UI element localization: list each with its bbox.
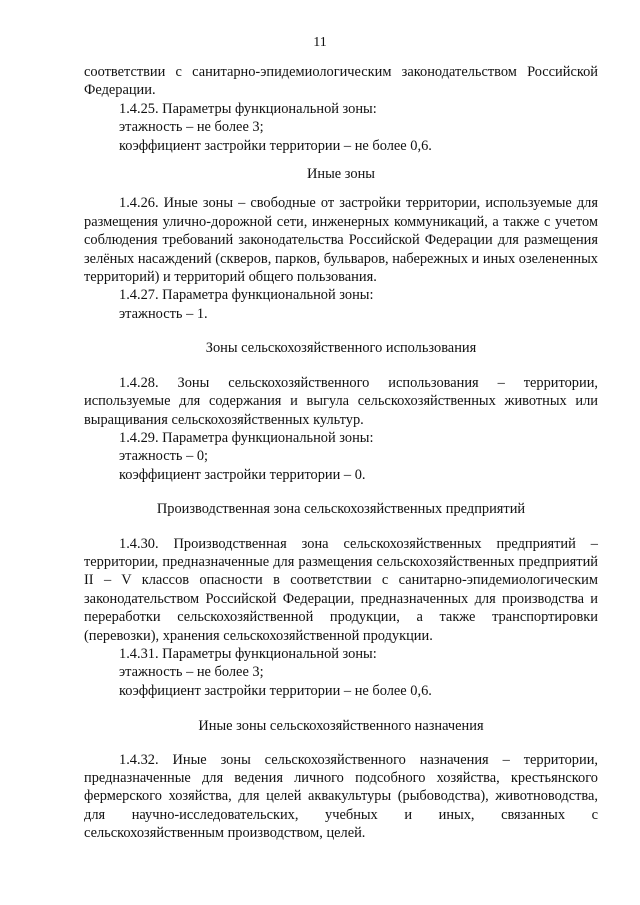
paragraph: 1.4.29. Параметра функциональной зоны: [119, 429, 374, 446]
document-body [84, 63, 598, 843]
section-heading: Зоны сельскохозяйственного использования [205, 340, 477, 357]
paragraph: коэффициент застройки территории – 0. [119, 466, 366, 483]
page-number: 11 [313, 35, 327, 50]
paragraph: 1.4.25. Параметры функциональной зоны: [119, 100, 377, 117]
paragraph: 1.4.26. Иные зоны – свободные от застройки территории, используемые для размещения улично-дорожной сети, инженерных коммуникаций, а также с учетом соблюдения требований законодательства Российской Федерации для размещения зелёных насаждений (скверов, парков, бульваров, набережных и иных озелененных территорий) и территорий общего пользования. [84, 195, 598, 286]
paragraph: этажность – 0; [119, 448, 209, 465]
paragraph: соответствии с санитарно-эпидемиологическим законодательством Российской Федерации. [84, 64, 598, 99]
paragraph: 1.4.31. Параметры функциональной зоны: [119, 645, 377, 662]
paragraph: 1.4.32. Иные зоны сельскохозяйственного назначения – территории, предназначенные для ведения личного подсобного хозяйства, крестьянского фермерского хозяйства, для целей аквакультуры (рыбоводства), животноводства, для научно-исследовательских, учебных и иных, связанных с сельскохозяйственным производством, целей. [84, 751, 598, 842]
paragraph: коэффициент застройки территории – не более 0,6. [119, 137, 432, 154]
paragraph: 1.4.30. Производственная зона сельскохозяйственных предприятий – территории, предназначенные для размещения сельскохозяйственных предприятий II – V классов опасности в соответствии с санитарно-эпидемиологическим законодательством Российской Федерации, предназначенных для производства и переработки сельскохозяйственной продукции, а также транспортировки (перевозки), хранения сельскохозяйственной продукции. [84, 535, 598, 644]
paragraph: 1.4.27. Параметра функциональной зоны: [119, 287, 374, 304]
section-heading: Производственная зона сельскохозяйственных предприятий [156, 501, 526, 518]
section-heading: Иные зоны [307, 166, 375, 183]
paragraph: этажность – не более 3; [119, 119, 264, 136]
section-heading: Иные зоны сельскохозяйственного назначения [198, 718, 484, 735]
paragraph: коэффициент застройки территории – не более 0,6. [119, 682, 432, 699]
paragraph: этажность – не более 3; [119, 664, 264, 681]
paragraph: этажность – 1. [119, 305, 208, 322]
paragraph: 1.4.28. Зоны сельскохозяйственного использования – территории, используемые для содержания и выгула сельскохозяйственных животных или выращивания сельскохозяйственных культур. [84, 374, 598, 428]
